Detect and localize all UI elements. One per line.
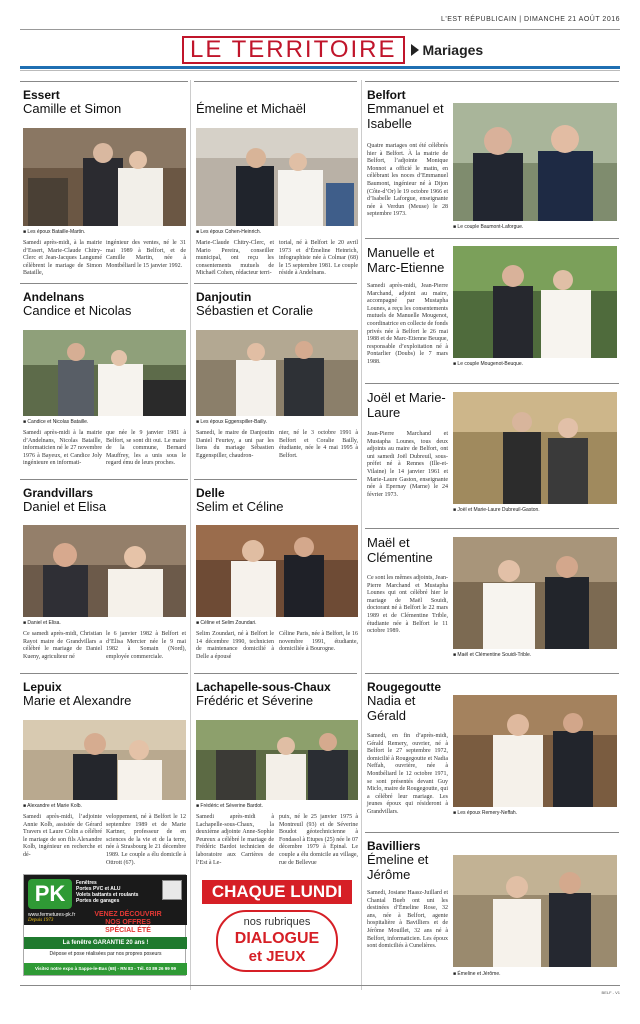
article-text: Quatre mariages ont été célébrés hier à Belfort. À la mairie de Belfort, l’adjointe Monique Monnot a officié le matin, en célébrant les noces d’Emmanuel Baumont, ingénieur né à Dijon (Côte-d’Or) le 19 octobre 1966 et d’Isabelle Laforgue, enseignante née à Verdun (Meuse) le 28 septembre 1973. — [367, 143, 448, 218]
article-text: Marie-Claude Chitry-Clerc, et Mario Pereira, conseiller municipal, ont reçu les consentements mutuels de Michaël Cohen, rédacteur terri- — [196, 240, 274, 277]
ad-website[interactable]: www.fermetures-pk.fr — [28, 912, 76, 918]
article-town: Delle — [196, 486, 225, 500]
article-rule — [365, 383, 619, 384]
header-rule-thin — [20, 70, 620, 71]
wedding-photo — [23, 128, 186, 226]
article-names: Selim et Céline — [196, 499, 284, 514]
article-text: Samedi après-midi, à la mairie d’Essert, Marie-Claude Chitry-Clerc et Jean-Jacques Langumé célèbrent le mariage de Simon Bataille, — [23, 240, 102, 277]
article-text: Samedi, le maire de Danjoutin Daniel Feurtey, a uni par les liens du mariage Sébastien Eggenspiller, chaudron- — [196, 430, 274, 459]
photo-caption: ■ Les époux Remery-Neffah. — [453, 810, 517, 816]
footer-rule — [20, 985, 620, 986]
article-town: Rougegoutte — [367, 680, 441, 694]
photo-caption: ■ Candice et Nicolas Bataille. — [23, 419, 88, 425]
photo-caption: ■ Alexandre et Marie Kolb. — [23, 803, 82, 809]
article-names: Camille et Simon — [23, 101, 122, 116]
ad-since: Depuis 1973 — [28, 918, 54, 923]
article-rule — [365, 832, 619, 833]
ad-promo-line: SPÉCIAL ÉTÉ — [105, 927, 151, 934]
article-rule — [194, 479, 357, 480]
wedding-photo — [196, 720, 358, 800]
article-town: Bavilliers — [367, 839, 421, 853]
article-town: Essert — [23, 88, 60, 102]
wedding-photo — [23, 330, 186, 416]
photo-caption: ■ Maël et Clémentine Souidi-Trible. — [453, 652, 531, 658]
photo-caption: ■ Daniel et Elisa. — [23, 620, 61, 626]
article-text: Jean-Pierre Marchand et Mustapha Lounes, tous deux adjoints au maire de Belfort, ont uni samedi Joël Dubreuil, sous-préfet né à Rennes (Ille-et-Vilaine) le 14 janvier 1961 et Marie-Laure Gaston, enseignante née à Epernay (Marne) le 24 février 1973. — [367, 431, 448, 498]
ad-visit: Visitez notre expo à Sappe-le-Bas (68) - RN 83 - Tél. 03 89 26 99 99 — [24, 963, 187, 975]
ad-lundi-title: CHAQUE LUNDI — [202, 880, 352, 904]
masthead-bar — [20, 16, 620, 30]
article-rule — [365, 238, 619, 239]
article-text: le 6 janvier 1982 à Belfort et d’Elisa Mercier née le 9 mai 1982 à Somain (Nord), employée commerciale. — [106, 631, 186, 660]
article-names: Frédéric et Séverine — [196, 693, 314, 708]
article-text: ingénieur des ventes, né le 31 mai 1989 à Belfort, et de Camille Martin, née à Montbéliard le 15 janvier 1992. — [106, 240, 186, 269]
article-names: Daniel et Elisa — [23, 499, 107, 514]
ad-promo — [74, 911, 182, 935]
article-rule — [194, 283, 357, 284]
article-rule — [365, 528, 619, 529]
article-text: Samedi après-midi à la mairie d’Andelnans, Nicolas Bataille, informaticien né le 27 novembre 1976 à Bayeux, et Candice Joly ingénieure en informati- — [23, 430, 102, 467]
wedding-photo — [23, 525, 186, 617]
wedding-photo — [196, 525, 358, 617]
ad-line: Portes PVC et ALU — [76, 886, 121, 892]
article-rule — [194, 673, 357, 674]
article-town: Andelnans — [23, 290, 85, 304]
article-rule — [20, 283, 188, 284]
photo-caption: ■ Céline et Selim Zoundari. — [196, 620, 257, 626]
photo-caption: ■ Le couple Mougenot-Beuque. — [453, 361, 523, 367]
wedding-photo — [23, 720, 186, 800]
article-text: Samedi, en fin d’après-midi, Gérald Remery, ouvrier, né à Belfort le 27 septembre 1972, domicilié à Rougegoutte et Nadia Neffah, ouvrière, née à Montbéliard le 12 octobre 1971, se sont présentés devant Guy Miclo, maire de Rougegoutte, qui a célébré leur mariage. Les jeunes époux qui résideront à Grandvillars. — [367, 733, 448, 815]
photo-caption: ■ Les époux Bataille-Martin. — [23, 229, 85, 235]
pk-advert[interactable] — [23, 874, 186, 976]
article-text: Samedi, Josiane Haasz-Juillard et Chantal Bueb ont uni les destinées d’Émeline Rose, 32 ans, née à Belfort, agente hospitalière à Bavilliers et de Jérôme Mouillet, 32 ans né à Belfort, informaticien. Les époux sont domiciliés à Cunelières. — [367, 890, 448, 950]
article-text: Samedi après-midi, Jean-Pierre Marchand, adjoint au maire, accompagné par Mustapha Lounes, a reçu les consentements mutuels de Manuelle Mougenot, coordinatrice en collecte de fonds privés née à Belfort le 26 mai 1988 et de Marc-Etienne Beuque, responsable d’exploitation né à Pontarlier (Doubs) le 7 mars 1988. — [367, 283, 448, 365]
wedding-photo — [196, 330, 358, 416]
article-names: Joël et Marie-Laure — [367, 390, 446, 420]
article-text: nier, né le 3 octobre 1991 à Belfort et Coralie Bailly, étudiante, née le 4 mai 1995 à Belfort. — [279, 430, 358, 459]
article-text: que née le 9 janvier 1981 à Belfort, se sont dit oui. Le maire de la commune, Bernard Mauffrey, les a unis sous le regard ému de leurs proches. — [106, 430, 186, 467]
article-town: Belfort — [367, 88, 406, 102]
ad-line: Volets battants et roulants — [76, 892, 139, 898]
article-names: Émeline et Michaël — [196, 101, 306, 116]
wedding-photo — [453, 246, 617, 358]
ad-guarantee: La fenêtre GARANTIE 20 ans ! — [24, 937, 187, 949]
article-names: Émeline et Jérôme — [367, 852, 429, 882]
article-rule — [365, 81, 619, 82]
photo-caption: ■ Émeline et Jérôme. — [453, 971, 501, 977]
article-rule — [20, 479, 188, 480]
article-names: Manuelle et Marc-Etienne — [367, 245, 445, 275]
article-text: Selim Zoundari, né à Belfort le 14 décembre 1990, technicien de maintenance domicilié à Delle a épousé — [196, 631, 274, 660]
ad-promo-line: VENEZ DÉCOUVRIR — [94, 911, 162, 918]
article-rule — [365, 673, 619, 674]
article-text: Samedi après-midi à Lachapelle-sous-Chaux, la deuxième adjointe Anne-Sophie Peureux a célébré le mariage de Frédéric Bardot technicien de laboratoire aux Carrières de l’Est à Le- — [196, 814, 274, 866]
article-town: Danjoutin — [196, 290, 252, 304]
article-text: veloppement, né à Belfort le 12 septembre 1989 et de Marie Kartner, professeur de en sciences de la vie et de la terre, née à Strasbourg le 21 décembre 1989. Le couple a élu domicile à Ottrott (67). — [106, 814, 186, 866]
column-divider — [190, 80, 191, 990]
photo-caption: ■ Joël et Marie-Laure Dubreuil-Gaston. — [453, 507, 540, 513]
article-town: Lepuix — [23, 680, 62, 694]
arrow-right-icon — [411, 44, 419, 56]
article-text: Samedi après-midi, l’adjointe Annie Kolb, assistée de Gérard Travers et Laure Colin a célébré le mariage de son fils Alexandre Kolb, ingénieur en recherche et dé- — [23, 814, 102, 858]
ad-lundi-dialogue: DIALOGUE — [234, 930, 320, 947]
article-rule — [20, 81, 188, 82]
pk-logo: PK — [28, 879, 72, 909]
ad-depose: Dépose et pose réalisées par nos propres poseurs — [49, 951, 162, 957]
ad-line: Fenêtres — [76, 880, 97, 886]
article-names: Maël et Clémentine — [367, 535, 433, 565]
ad-products — [76, 880, 156, 904]
certification-badge-icon — [162, 880, 182, 900]
photo-caption: ■ Frédéric et Séverine Bardot. — [196, 803, 263, 809]
wedding-photo — [453, 392, 617, 504]
wedding-photo — [453, 855, 617, 967]
article-town: Lachapelle-sous-Chaux — [196, 680, 331, 694]
article-text: Céline Paris, née à Belfort, le 16 novembre 1991, étudiante, domiciliée à Bourogne. — [279, 631, 358, 653]
photo-caption: ■ Le couple Baumont-Laforgue. — [453, 224, 523, 230]
article-text: Ce samedi après-midi, Christian Rayot maire de Grandvillars a célébré le mariage de Daniel Kueny, agriculteur né — [23, 631, 102, 660]
section-banner — [182, 36, 483, 64]
header-rule — [20, 66, 620, 69]
ad-promo-line: NOS OFFRES — [105, 919, 151, 926]
paper-date: L'EST RÉPUBLICAIN | DIMANCHE 21 AOÛT 2016 — [440, 16, 620, 23]
photo-caption: ■ Les époux Eggenspiller-Bailly. — [196, 419, 267, 425]
wedding-photo — [453, 695, 617, 807]
article-names: Sébastien et Coralie — [196, 303, 314, 318]
article-names: Candice et Nicolas — [23, 303, 132, 318]
wedding-photo — [453, 103, 617, 221]
page-folio: BELF - V1 — [601, 990, 620, 995]
ad-line: Portes de garages — [76, 898, 120, 904]
article-text: puix, né le 25 janvier 1975 à Montreuil (93) et de Séverine Boudot géotechnicienne à Fondasol à Etupes (25) née le 07 décembre 1979 à Épinal. Le couple a élu domicile au village, rue de Bellevue — [279, 814, 358, 866]
article-rule — [194, 81, 357, 82]
article-names: Emmanuel et Isabelle — [367, 101, 444, 131]
column-divider — [361, 80, 362, 990]
wedding-photo — [196, 128, 358, 226]
photo-caption: ■ Les époux Cohen-Heinrich. — [196, 229, 261, 235]
lundi-advert[interactable] — [196, 874, 358, 976]
article-names: Nadia et Gérald — [367, 693, 416, 723]
article-text: Ce sont les mêmes adjoints, Jean-Pierre Marchand et Mustapha Lounes qui ont célébré hier le mariage de Maël Souidi, doctorant né à Belfort le 22 mars 1989 et de Clémentine Trible, étudiante née à Belfort le 11 octobre 1989. — [367, 575, 448, 635]
article-names: Marie et Alexandre — [23, 693, 132, 708]
ad-lundi-jeux: et JEUX — [248, 948, 306, 965]
section-subtitle: Mariages — [422, 42, 484, 58]
article-text: torial, né à Belfort le 20 avril 1973 et d’Émeline Heinrich, infographiste née à Colmar (68) le 15 septembre 1981. Le couple réside à Andelnans. — [279, 240, 358, 277]
ad-lundi-sub: nos rubriques — [243, 916, 311, 928]
wedding-photo — [453, 537, 617, 649]
section-title: LE TERRITOIRE — [182, 36, 405, 64]
article-town: Grandvillars — [23, 486, 94, 500]
article-rule — [20, 673, 188, 674]
